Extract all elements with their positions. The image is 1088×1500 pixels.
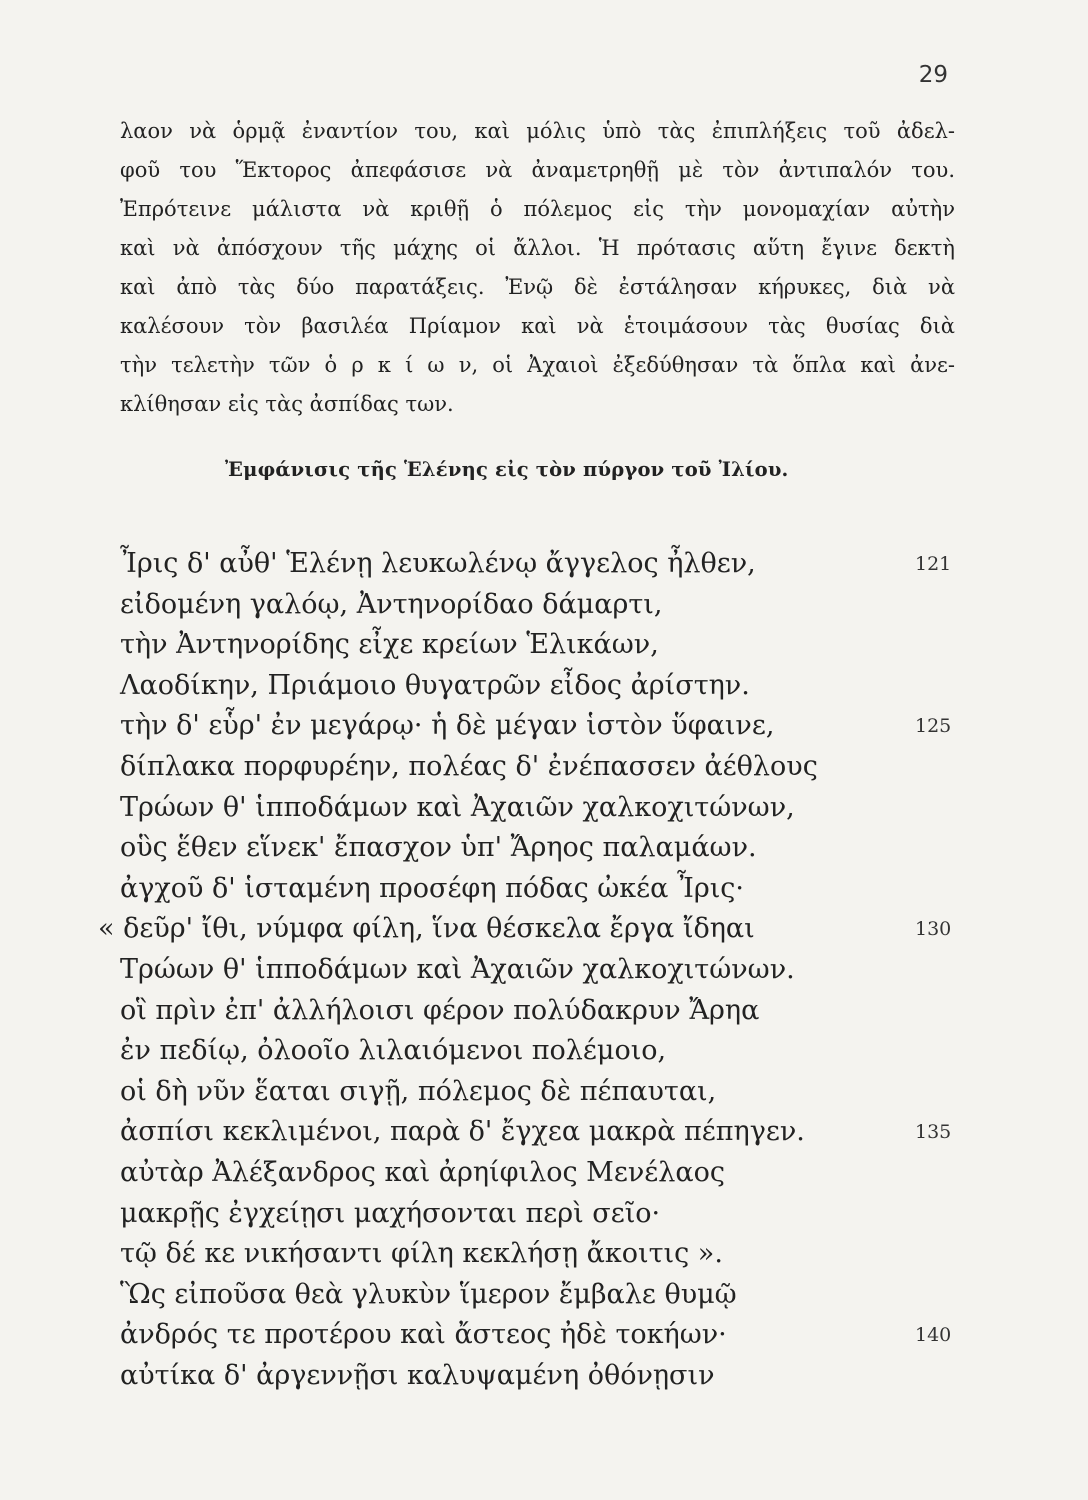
verse-line [0, 544, 1088, 585]
verse-text: αὐτίκα δ' ἀργεννῇσι καλυψαμένη ὀθόνῃσιν [120, 1359, 715, 1391]
verse-line [0, 1356, 1088, 1397]
section-heading: Ἐμφάνισις τῆς Ἑλένης εἰς τὸν πύργον τοῦ Ἰλίου. [225, 458, 789, 481]
verse-text: οὓς ἕθεν εἵνεκ' ἔπασχον ὑπ' Ἄρηος παλαμάων. [120, 832, 757, 864]
verse-text: Λαοδίκην, Πριάμοιο θυγατρῶν εἶδος ἀρίστην. [120, 669, 750, 701]
page-number: 29 [918, 62, 948, 88]
verse-text: μακρῇς ἐγχείῃσι μαχήσονται περὶ σεῖο· [120, 1197, 661, 1229]
verse-line [0, 1112, 1088, 1153]
verse-line [0, 666, 1088, 707]
verse-text: Ἶρις δ' αὖθ' Ἑλένῃ λευκωλένῳ ἄγγελος ἦλθεν, [120, 548, 756, 579]
verse-line [0, 991, 1088, 1032]
verse-number: 135 [915, 1121, 952, 1144]
verse-text: « δεῦρ' ἴθι, νύμφα φίλη, ἵνα θέσκελα ἔργα ἴδηαι [98, 913, 755, 945]
verse-text: οἱ δὴ νῦν ἕαται σιγῇ, πόλεμος δὲ πέπαυται, [120, 1075, 717, 1107]
verse-text: αὐτὰρ Ἀλέξανδρος καὶ ἀρηίφιλος Μενέλαος [120, 1156, 725, 1188]
verse-text: ἀνδρός τε προτέρου καὶ ἄστεος ἠδὲ τοκήων· [120, 1319, 727, 1351]
verse-line [0, 1031, 1088, 1072]
verse-text: τὴν Ἀντηνορίδης εἶχε κρείων Ἑλικάων, [120, 629, 659, 661]
verse-text: τὴν δ' εὗρ' ἐν μεγάρῳ· ἡ δὲ μέγαν ἱστὸν ὕφαινε, [120, 710, 775, 742]
verse-text: ἀσπίσι κεκλιμένοι, παρὰ δ' ἔγχεα μακρὰ πέπηγεν. [120, 1116, 805, 1148]
verse-block [0, 544, 1088, 1396]
verse-text: Ὣς εἰποῦσα θεὰ γλυκὺν ἵμερον ἔμβαλε θυμῷ [120, 1278, 737, 1310]
verse-text: ἐν πεδίῳ, ὀλοοῖο λιλαιόμενοι πολέμοιο, [120, 1035, 667, 1067]
verse-line [0, 1153, 1088, 1194]
verse-line [0, 1234, 1088, 1275]
verse-line [0, 950, 1088, 991]
verse-line [0, 747, 1088, 788]
verse-line [0, 788, 1088, 829]
prose-line: Ἐπρότεινε μάλιστα νὰ κριθῇ ὁ πόλεμος εἰς τὴν μονομαχίαν αὐτὴν [120, 197, 955, 221]
verse-text: τῷ δέ κε νικήσαντι φίλη κεκλήσῃ ἄκοιτις ». [120, 1238, 723, 1270]
prose-line: λαον νὰ ὁρμᾷ ἐναντίον του, καὶ μόλις ὑπὸ τὰς ἐπιπλήξεις τοῦ ἀδελ- [120, 119, 955, 143]
verse-line [0, 869, 1088, 910]
verse-number: 130 [915, 918, 952, 941]
verse-number: 125 [915, 715, 952, 738]
verse-line [0, 1275, 1088, 1316]
prose-line: φοῦ του Ἕκτορος ἀπεφάσισε νὰ ἀναμετρηθῇ μὲ τὸν ἀντιπαλόν του. [120, 158, 955, 182]
prose-line: τὴν τελετὴν τῶν ὁ ρ κ ί ω ν, οἱ Ἀχαιοὶ ἐξεδύθησαν τὰ ὅπλα καὶ ἀνε- [120, 353, 955, 377]
verse-line [0, 1072, 1088, 1113]
verse-line [0, 1194, 1088, 1235]
verse-line [0, 828, 1088, 869]
prose-line: καὶ νὰ ἀπόσχουν τῆς μάχης οἱ ἄλλοι. Ἡ πρότασις αὕτη ἔγινε δεκτὴ [120, 236, 955, 260]
verse-number: 121 [915, 553, 952, 575]
verse-text: ἀγχοῦ δ' ἱσταμένη προσέφη πόδας ὠκέα Ἶρις· [120, 872, 744, 904]
verse-number: 140 [915, 1324, 952, 1347]
verse-line [0, 1315, 1088, 1356]
verse-line [0, 585, 1088, 626]
prose-line: καλέσουν τὸν βασιλέα Πρίαμον καὶ νὰ ἑτοιμάσουν τὰς θυσίας διὰ [120, 314, 955, 338]
prose-paragraph [120, 112, 955, 424]
verse-line [0, 706, 1088, 747]
verse-line [0, 909, 1088, 950]
verse-text: δίπλακα πορφυρέην, πολέας δ' ἐνέπασσεν ἀέθλους [120, 750, 818, 782]
verse-text: οἳ πρὶν ἐπ' ἀλλήλοισι φέρον πολύδακρυν Ἄρηα [120, 994, 760, 1026]
prose-line: κλίθησαν εἰς τὰς ἀσπίδας των. [120, 392, 454, 416]
verse-line [0, 625, 1088, 666]
verse-text: εἰδομένη γαλόῳ, Ἀντηνορίδαο δάμαρτι, [120, 588, 663, 620]
prose-line: καὶ ἀπὸ τὰς δύο παρατάξεις. Ἐνῷ δὲ ἐστάλησαν κήρυκες, διὰ νὰ [120, 275, 955, 299]
prose-text [120, 112, 955, 424]
verse-text: Τρώων θ' ἱπποδάμων καὶ Ἀχαιῶν χαλκοχιτώνων. [120, 953, 795, 985]
verse-text: Τρώων θ' ἱπποδάμων καὶ Ἀχαιῶν χαλκοχιτώνων, [120, 791, 795, 823]
